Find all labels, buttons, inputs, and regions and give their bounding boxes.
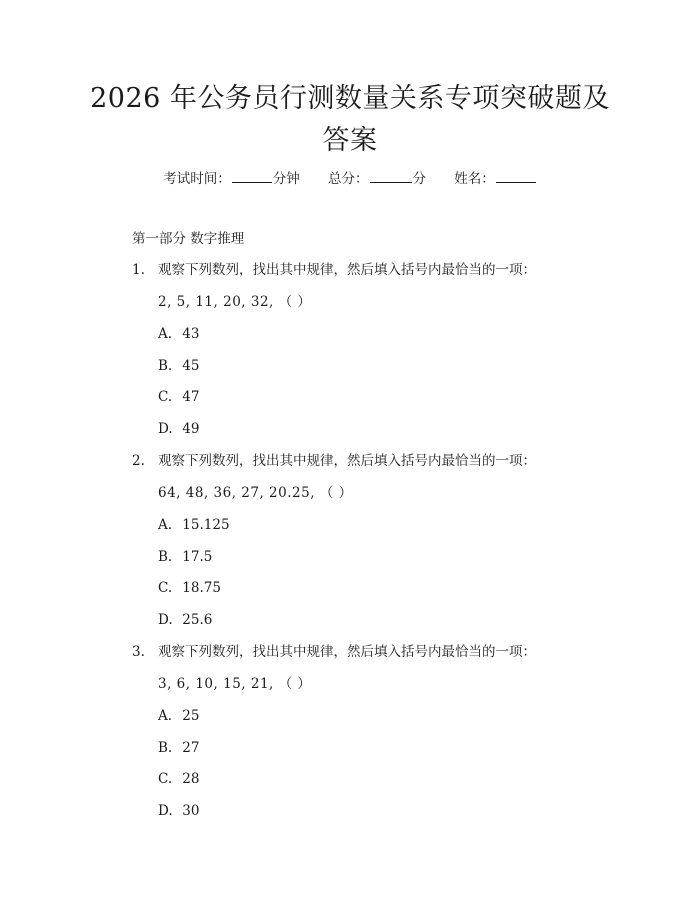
option-letter: B. (158, 549, 173, 565)
option-value: 15.125 (182, 517, 230, 533)
option-value: 49 (182, 421, 200, 437)
option-value: 45 (182, 358, 200, 374)
question-sequence: 3, 6, 10, 15, 21, （ ） (158, 676, 312, 692)
total-score-label: 总分： (328, 171, 369, 187)
option-value: 18.75 (182, 580, 221, 596)
exam-time-label: 考试时间： (163, 171, 231, 187)
option-letter: D. (158, 803, 173, 819)
option-letter: A. (158, 708, 173, 724)
option-value: 47 (182, 389, 200, 405)
document-title: 2026 年公务员行测数量关系专项突破题及答案 (90, 83, 610, 156)
option-a (158, 515, 230, 535)
option-a (158, 706, 199, 726)
option-b (158, 547, 212, 567)
student-name-field (454, 168, 537, 189)
option-c (158, 578, 221, 598)
question-number: 1. (132, 262, 145, 278)
option-value: 27 (182, 740, 200, 756)
option-letter: A. (158, 517, 173, 533)
option-b (158, 738, 199, 758)
option-letter: D. (158, 421, 173, 437)
total-score-field (328, 168, 426, 189)
exam-time-blank (232, 168, 272, 183)
exam-info-bar (0, 168, 700, 189)
question-text: 观察下列数列，找出其中规律，然后填入括号内最恰当的一项： (158, 644, 536, 660)
option-letter: C. (158, 580, 173, 596)
option-value: 30 (182, 803, 200, 819)
option-letter: B. (158, 358, 173, 374)
option-c (158, 387, 199, 407)
option-letter: A. (158, 326, 173, 342)
option-value: 25 (182, 708, 200, 724)
section-title: 第一部分 数字推理 (132, 231, 245, 247)
option-d (158, 801, 199, 821)
option-d (158, 610, 212, 630)
question-sequence: 64, 48, 36, 27, 20.25, （ ） (158, 485, 353, 501)
question-text: 观察下列数列，找出其中规律，然后填入括号内最恰当的一项： (158, 453, 536, 469)
student-name-label: 姓名： (454, 171, 495, 187)
exam-time-field (163, 168, 300, 189)
question-number: 3. (132, 644, 145, 660)
student-name-blank (496, 168, 536, 183)
question-text: 观察下列数列，找出其中规律，然后填入括号内最恰当的一项： (158, 262, 536, 278)
option-letter: C. (158, 389, 173, 405)
option-b (158, 356, 199, 376)
option-value: 43 (182, 326, 200, 342)
option-value: 28 (182, 771, 200, 787)
option-value: 17.5 (182, 549, 213, 565)
total-score-blank (370, 168, 412, 183)
total-score-unit: 分 (412, 171, 426, 187)
question-number: 2. (132, 453, 145, 469)
option-d (158, 419, 199, 439)
question-sequence: 2, 5, 11, 20, 32, （ ） (158, 294, 312, 310)
option-letter: C. (158, 771, 173, 787)
option-letter: D. (158, 612, 173, 628)
option-value: 25.6 (182, 612, 213, 628)
option-c (158, 769, 199, 789)
exam-time-unit: 分钟 (272, 171, 300, 187)
option-letter: B. (158, 740, 173, 756)
option-a (158, 324, 199, 344)
